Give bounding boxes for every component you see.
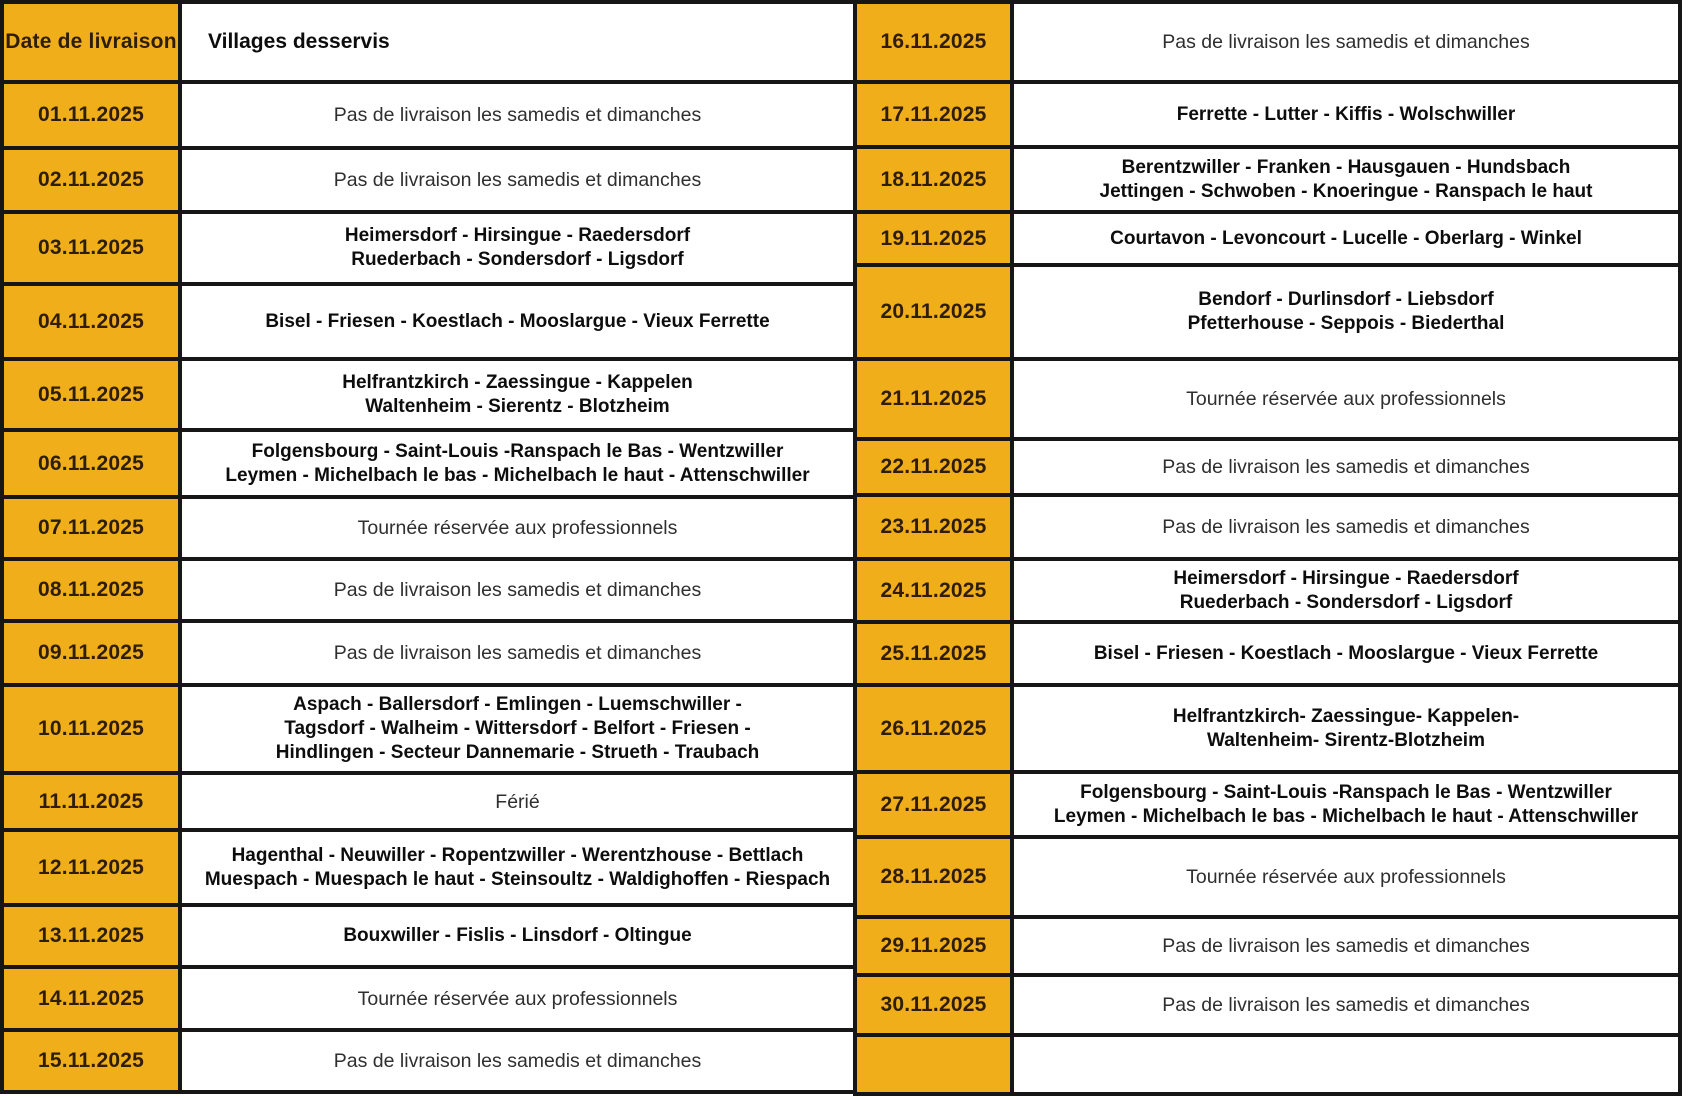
villages-cell xyxy=(1014,497,1678,557)
table-row xyxy=(857,839,1678,919)
date-column-header: Date de livraison xyxy=(4,4,182,80)
table-row xyxy=(857,267,1678,361)
villages-line: Bendorf - Durlinsdorf - Liebsdorf xyxy=(1198,289,1494,310)
date-cell: 20.11.2025 xyxy=(857,267,1014,357)
header-row xyxy=(4,4,853,84)
villages-cell xyxy=(1014,774,1678,835)
villages-line: Pas de livraison les samedis et dimanches xyxy=(1162,935,1530,957)
villages-cell xyxy=(1014,919,1678,973)
date-cell: 05.11.2025 xyxy=(4,361,182,428)
villages-line: Bisel - Friesen - Koestlach - Mooslargue - Vieux Ferrette xyxy=(265,310,770,332)
date-cell: 10.11.2025 xyxy=(4,687,182,771)
villages-line: Tournée réservée aux professionnels xyxy=(357,517,678,539)
villages-cell xyxy=(182,432,853,495)
villages-line: Pas de livraison les samedis et dimanches xyxy=(333,579,702,601)
villages-cell xyxy=(1014,561,1678,620)
table-row xyxy=(857,919,1678,977)
villages-line: Pas de livraison les samedis et dimanches xyxy=(1162,456,1530,478)
villages-line: Férié xyxy=(495,790,540,813)
date-cell: 13.11.2025 xyxy=(4,907,182,965)
villages-line: Ferrette - Lutter - Kiffis - Wolschwiller xyxy=(1176,103,1516,125)
date-cell: 02.11.2025 xyxy=(4,150,182,210)
villages-line: Heimersdorf - Hirsingue - Raedersdorf xyxy=(1173,567,1519,589)
villages-line: Pas de livraison les samedis et dimanches xyxy=(333,104,702,126)
villages-line: Pas de livraison les samedis et dimanches xyxy=(1162,516,1530,538)
villages-line: Folgensbourg - Saint-Louis -Ranspach le Bas - Wentzwiller xyxy=(1080,781,1612,803)
villages-cell xyxy=(182,499,853,557)
table-row xyxy=(4,775,853,832)
table-row xyxy=(857,774,1678,839)
table-row xyxy=(4,969,853,1032)
date-cell xyxy=(857,1037,1014,1092)
villages-cell xyxy=(182,286,853,357)
date-cell: 29.11.2025 xyxy=(857,919,1014,973)
villages-line: Leymen - Michelbach le bas - Michelbach le haut - Attenschwiller xyxy=(1053,805,1639,827)
villages-line: Pas de livraison les samedis et dimanches xyxy=(333,1050,702,1072)
table-row xyxy=(857,624,1678,687)
villages-line: Ruederbach - Sondersdorf - Ligsdorf xyxy=(351,249,684,270)
table-row xyxy=(4,623,853,687)
villages-cell xyxy=(1014,839,1678,915)
table-row xyxy=(4,150,853,214)
villages-line: Aspach - Ballersdorf - Emlingen - Luemschwiller - xyxy=(293,694,742,715)
date-cell: 09.11.2025 xyxy=(4,623,182,683)
date-cell: 15.11.2025 xyxy=(4,1032,182,1090)
table-row xyxy=(4,214,853,286)
villages-line: Jettingen - Schwoben - Knoeringue - Ranspach le haut xyxy=(1099,180,1593,202)
table-row xyxy=(857,561,1678,624)
villages-line: Helfrantzkirch - Zaessingue - Kappelen xyxy=(342,371,693,393)
table-row xyxy=(4,84,853,150)
villages-line: Tournée réservée aux professionnels xyxy=(1186,866,1506,888)
villages-line: Pas de livraison les samedis et dimanches xyxy=(1162,994,1530,1016)
villages-line: Tournée réservée aux professionnels xyxy=(357,987,678,1010)
villages-cell xyxy=(182,832,853,903)
villages-line: Pas de livraison les samedis et dimanches xyxy=(333,642,702,664)
villages-line: Bisel - Friesen - Koestlach - Mooslargue - Vieux Ferrette xyxy=(1093,642,1599,664)
villages-column-header: Villages desservis xyxy=(208,30,390,53)
date-cell: 16.11.2025 xyxy=(857,4,1014,80)
villages-cell xyxy=(182,907,853,965)
date-cell: 25.11.2025 xyxy=(857,624,1014,683)
table-row xyxy=(4,832,853,907)
villages-line: Folgensbourg - Saint-Louis -Ranspach le Bas - Wentzwiller xyxy=(251,440,784,462)
table-row xyxy=(4,499,853,561)
villages-cell xyxy=(182,150,853,210)
table-row xyxy=(4,361,853,432)
villages-cell xyxy=(182,84,853,146)
table-row xyxy=(4,432,853,499)
date-cell: 24.11.2025 xyxy=(857,561,1014,620)
villages-cell xyxy=(1014,687,1678,770)
date-cell: 22.11.2025 xyxy=(857,441,1014,493)
villages-line: Pas de livraison les samedis et dimanches xyxy=(1162,31,1530,53)
table-row xyxy=(857,4,1678,84)
date-cell: 11.11.2025 xyxy=(4,775,182,828)
villages-cell xyxy=(1014,4,1678,80)
villages-cell xyxy=(1014,214,1678,263)
villages-cell xyxy=(182,214,853,282)
date-cell: 14.11.2025 xyxy=(4,969,182,1028)
villages-cell xyxy=(1014,149,1678,210)
table-row xyxy=(4,907,853,969)
villages-cell xyxy=(1014,361,1678,437)
date-cell: 12.11.2025 xyxy=(4,832,182,903)
table-row xyxy=(4,1032,853,1094)
villages-line: Muespach - Muespach le haut - Steinsoultz - Waldighoffen - Riespach xyxy=(204,868,831,890)
villages-cell xyxy=(182,561,853,619)
date-cell: 23.11.2025 xyxy=(857,497,1014,557)
date-cell: 08.11.2025 xyxy=(4,561,182,619)
date-cell: 01.11.2025 xyxy=(4,84,182,146)
villages-line: Ruederbach - Sondersdorf - Ligsdorf xyxy=(1179,591,1513,613)
date-cell: 28.11.2025 xyxy=(857,839,1014,915)
villages-cell xyxy=(182,361,853,428)
table-row xyxy=(857,84,1678,149)
villages-cell xyxy=(182,969,853,1028)
villages-line: Courtavon - Levoncourt - Lucelle - Oberlarg - Winkel xyxy=(1110,227,1582,249)
date-cell: 27.11.2025 xyxy=(857,774,1014,835)
villages-cell xyxy=(182,623,853,683)
table-row xyxy=(857,361,1678,441)
table-row xyxy=(857,149,1678,214)
villages-cell xyxy=(1014,1037,1678,1092)
table-row xyxy=(857,1037,1678,1096)
table-row xyxy=(857,497,1678,561)
table-row xyxy=(857,441,1678,497)
table-row xyxy=(857,977,1678,1037)
table-row xyxy=(4,286,853,361)
right-table xyxy=(853,0,1682,1096)
date-cell: 03.11.2025 xyxy=(4,214,182,282)
date-cell: 30.11.2025 xyxy=(857,977,1014,1033)
date-cell: 07.11.2025 xyxy=(4,499,182,557)
villages-cell xyxy=(182,775,853,828)
villages-line: Hagenthal - Neuwiller - Ropentzwiller - Werentzhouse - Bettlach xyxy=(231,844,804,866)
villages-line: Helfrantzkirch- Zaessingue- Kappelen- xyxy=(1172,705,1520,727)
villages-line: Pas de livraison les samedis et dimanches xyxy=(333,169,702,191)
table-row xyxy=(4,561,853,623)
date-cell: 19.11.2025 xyxy=(857,214,1014,263)
villages-cell xyxy=(182,1032,853,1090)
date-cell: 06.11.2025 xyxy=(4,432,182,495)
villages-line: Pfetterhouse - Seppois - Biederthal xyxy=(1187,313,1505,334)
villages-line: Waltenheim- Sirentz-Blotzheim xyxy=(1207,729,1485,751)
villages-cell xyxy=(1014,624,1678,683)
date-cell: 04.11.2025 xyxy=(4,286,182,357)
date-cell: 21.11.2025 xyxy=(857,361,1014,437)
table-row xyxy=(4,687,853,775)
villages-cell xyxy=(182,687,853,771)
villages-line: Leymen - Michelbach le bas - Michelbach le haut - Attenschwiller xyxy=(225,464,810,486)
date-cell: 17.11.2025 xyxy=(857,84,1014,145)
villages-line: Hindlingen - Secteur Dannemarie - Strueth - Traubach xyxy=(275,742,760,763)
villages-line: Berentzwiller - Franken - Hausgauen - Hundsbach xyxy=(1121,156,1571,178)
villages-line: Waltenheim - Sierentz - Blotzheim xyxy=(365,395,670,417)
date-cell: 26.11.2025 xyxy=(857,687,1014,770)
table-row xyxy=(857,214,1678,267)
villages-line: Tagsdorf - Walheim - Wittersdorf - Belfort - Friesen - xyxy=(284,718,751,739)
villages-cell xyxy=(1014,441,1678,493)
date-cell: 18.11.2025 xyxy=(857,149,1014,210)
villages-cell xyxy=(1014,84,1678,145)
villages-line: Bouxwiller - Fislis - Linsdorf - Oltingue xyxy=(343,925,692,946)
villages-cell xyxy=(1014,267,1678,357)
villages-cell xyxy=(1014,977,1678,1033)
table-row xyxy=(857,687,1678,774)
villages-line: Heimersdorf - Hirsingue - Raedersdorf xyxy=(344,225,691,246)
villages-line: Tournée réservée aux professionnels xyxy=(1186,388,1506,410)
